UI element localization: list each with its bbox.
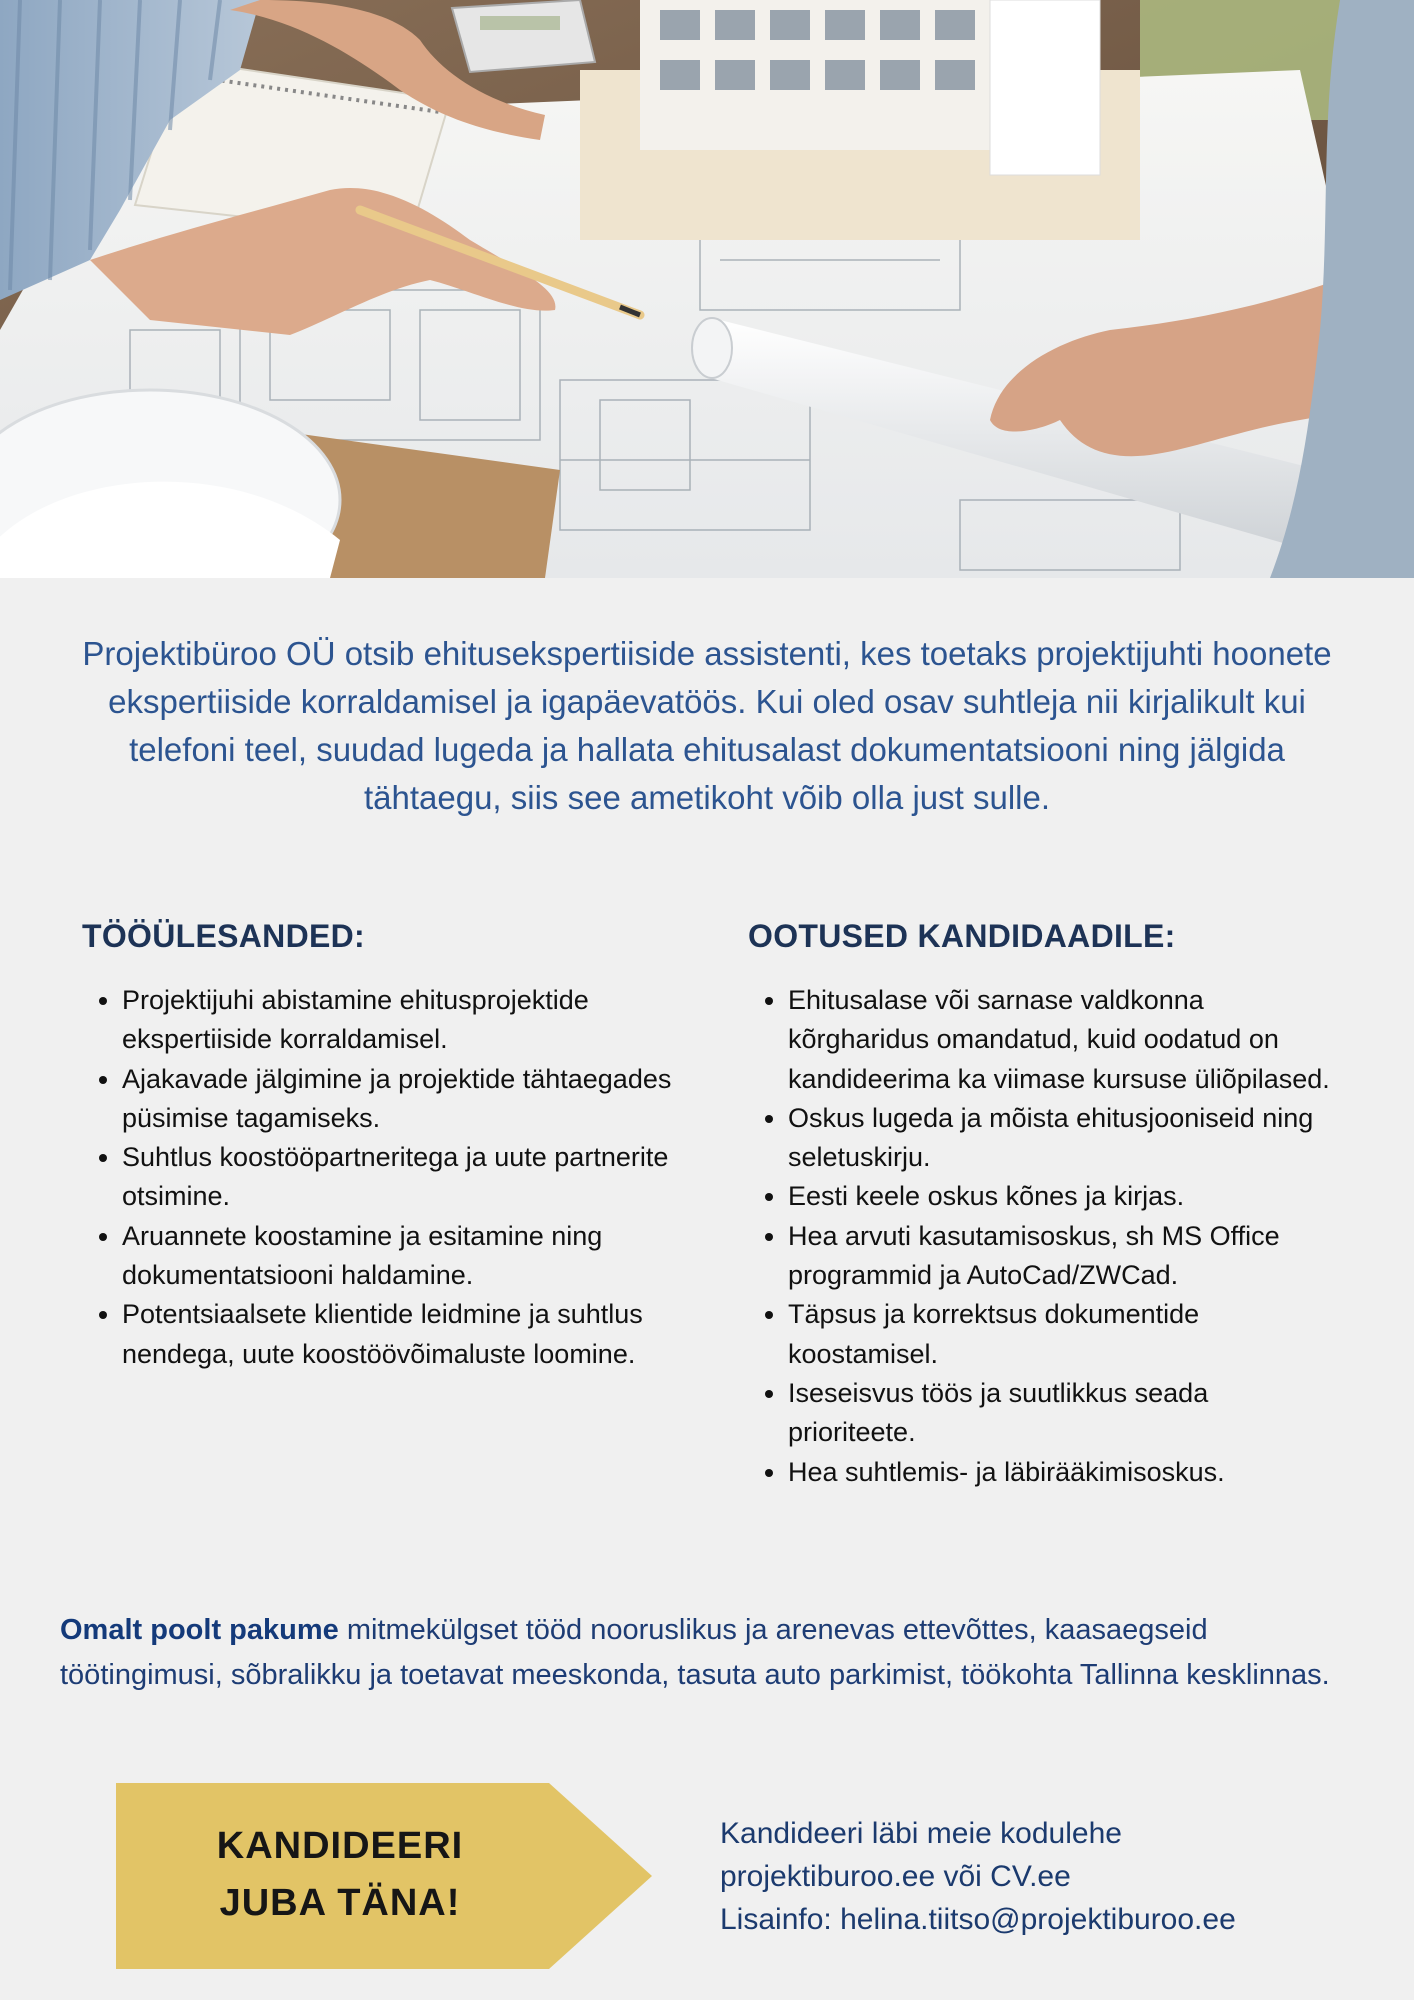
duty-item: • Suhtlus koostööpartneritega ja uute partnerite otsimine.: [122, 1138, 682, 1217]
expectation-item: • Oskus lugeda ja mõista ehitusjooniseid ning seletuskirju.: [788, 1099, 1338, 1178]
expectation-item: • Hea suhtlemis- ja läbirääkimisoskus.: [788, 1453, 1338, 1492]
expectation-item: • Ehitusalase või sarnase valdkonna kõrgharidus omandatud, kuid oodatud on kandideerima ka viimase kursuse üliõpilased.: [788, 981, 1338, 1099]
offer-text: mitmekülgset tööd nooruslikus ja arenevas ettevõttes, kaasaegseid töötingimusi, sõbralikku ja toetavat meeskonda, tasuta auto parkimist, töökohta Tallinna kesklinnas.: [60, 1614, 1330, 1691]
intro-paragraph: Projektibüroo OÜ otsib ehitusekspertiiside assistenti, kes toetaks projektijuhti hoonete ekspertiiside korraldamisel ja igapäevatöös. Kui oled osav suhtleja nii kirjalikult kui telefoni teel, suudad lugeda ja hallata ehitusalast dokumentatsiooni ning jälgida tähtaegu, siis see ametikoht võib olla just sulle.: [82, 635, 1332, 816]
apply-cta-line1: KANDIDEERI: [216, 1825, 464, 1867]
duty-item: • Projektijuhi abistamine ehitusprojektide ekspertiiside korraldamisel.: [122, 981, 682, 1060]
expectation-item: • Eesti keele oskus kõnes ja kirjas.: [788, 1177, 1338, 1216]
duty-item: • Ajakavade jälgimine ja projektide tähtaegades püsimise tagamiseks.: [122, 1060, 682, 1139]
expectations-list: [748, 981, 1338, 1492]
expectation-item: • Iseseisvus töös ja suutlikkus seada prioriteete.: [788, 1374, 1338, 1453]
apply-cta-text[interactable]: [150, 1818, 530, 1932]
contact-info: [720, 1812, 1236, 1941]
duties-section: [82, 918, 682, 1374]
contact-line-sites[interactable]: projektiburoo.ee või CV.ee: [720, 1860, 1071, 1893]
apply-cta-line2: JUBA TÄNA!: [219, 1882, 461, 1924]
duty-item: • Aruannete koostamine ja esitamine ning dokumentatsiooni haldamine.: [122, 1217, 682, 1296]
offer-lead: Omalt poolt pakume: [60, 1614, 339, 1646]
expectation-item: • Hea arvuti kasutamisoskus, sh MS Office programmid ja AutoCad/ZWCad.: [788, 1217, 1338, 1296]
duties-list: [82, 981, 682, 1374]
duty-item: • Potentsiaalsete klientide leidmine ja suhtlus nendega, uute koostöövõimaluste loomine.: [122, 1295, 682, 1374]
expectations-title: OOTUSED KANDIDAADILE:: [748, 918, 1176, 954]
expectations-section: [748, 918, 1338, 1492]
contact-line-apply: Kandideeri läbi meie kodulehe: [720, 1817, 1122, 1850]
contact-line-email[interactable]: Lisainfo: helina.tiitso@projektiburoo.ee: [720, 1903, 1236, 1936]
expectation-item: • Täpsus ja korrektsus dokumentide koostamisel.: [788, 1295, 1338, 1374]
offer-paragraph: [60, 1608, 1360, 1698]
duties-title: TÖÖÜLESANDED:: [82, 918, 366, 954]
hero-image: [0, 0, 1414, 578]
